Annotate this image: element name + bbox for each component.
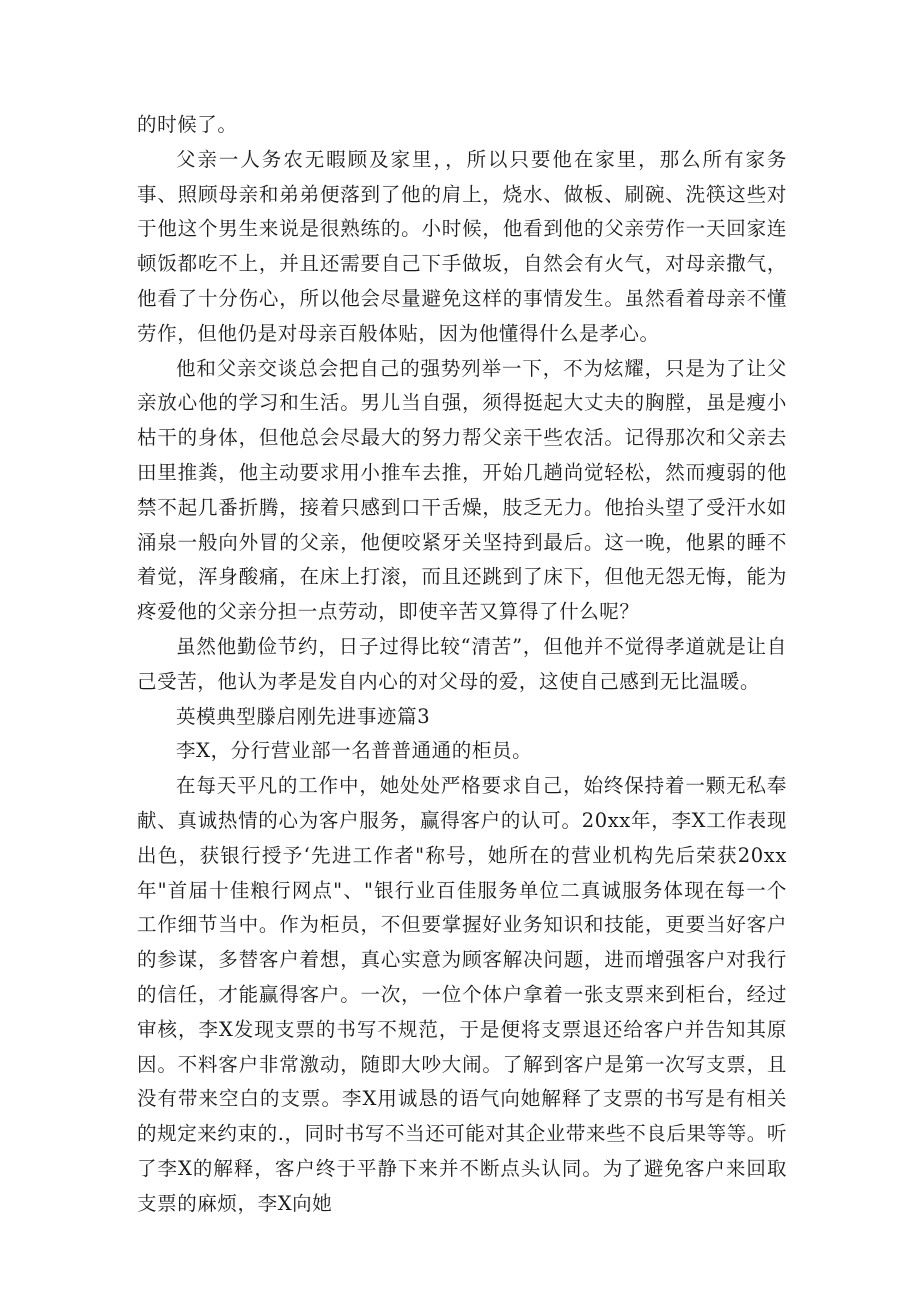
- paragraph-5: 李X，分行营业部一名普普通通的柜员。: [176, 739, 533, 763]
- paragraph-6: 在每天平凡的工作中，她处处严格要求自己，始终保持着一颗无私奉献、真诚热情的心为客户服务，赢得客户的认可。20xx年，李X工作表现出色，获银行授予‘先进工作者"称号，她所在的营业机构先后荣获20xx年"首届十佳粮行网点"、"银行业百佳服务单位二真诚服务体现在每一个工作细节当中。作为柜员，不但要掌握好业务知识和技能，更要当好客户的参谋，多替客户着想，真心实意为顾客解决问题，进而增强客户对我行的信任，才能赢得客户。一次，一位个体户拿着一张支票来到柜台，经过审核，李X发现支票的书写不规范，于是便将支票退还给客户并告知其原因。不料客户非常激动，随即大吵大闹。了解到客户是第一次写支票，且没有带来空白的支票。李X用诚恳的语气向她解释了支票的书写是有相关的规定来约束的.，同时书写不当还可能对其企业带来些不良后果等等。听了李X的解释，客户终于平静下来并不断点头认同。为了避免客户来回取支票的麻烦，李X向她: [137, 774, 787, 1215]
- section-heading: 英模典型滕启刚先进事迹篇3: [176, 704, 431, 728]
- paragraph-1: 的时候了。: [137, 113, 238, 136]
- paragraph-3: 他和父亲交谈总会把自己的强势列举一下，不为炫耀，只是为了让父亲放心他的学习和生活。男儿当自强，须得挺起大丈夫的胸膛，虽是瘦小枯干的身体，但他总会尽最大的努力帮父亲干些农活。记得那次和父亲去田里推粪，他主动要求用小推车去推，开始几趟尚觉轻松，然而瘦弱的他禁不起几番折腾，接着只感到口干舌燥，肢乏无力。他抬头望了受汗水如涌泉一般向外冒的父亲，他便咬紧牙关坚持到最后。这一晚，他累的睡不着觉，浑身酸痛，在床上打滚，而且还跳到了床下，但他无怨无悔，能为疼爱他的父亲分担一点劳动，即使辛苦又算得了什么呢？: [137, 356, 787, 624]
- paragraph-4: 虽然他勤俭节约，日子过得比较“清苦”，但他并不觉得孝道就是让自己受苦，他认为孝是发自内心的对父母的爱，这使自己感到无比温暖。: [137, 634, 787, 693]
- document-body: [137, 108, 787, 1222]
- paragraph-2: 父亲一人务农无暇顾及家里，，所以只要他在家里，那么所有家务事、照顾母亲和弟弟便落到了他的肩上，烧水、做板、刷碗、洗筷这些对于他这个男生来说是很熟练的。小时候，他看到他的父亲劳作一天回家连顿饭都吃不上，并且还需要自己下手做坂，自然会有火气，对母亲撒气，他看了十分伤心，所以他会尽量避免这样的事情发生。虽然看着母亲不懂劳作，但他仍是对母亲百般体贴，因为他懂得什么是孝心。: [137, 147, 787, 345]
